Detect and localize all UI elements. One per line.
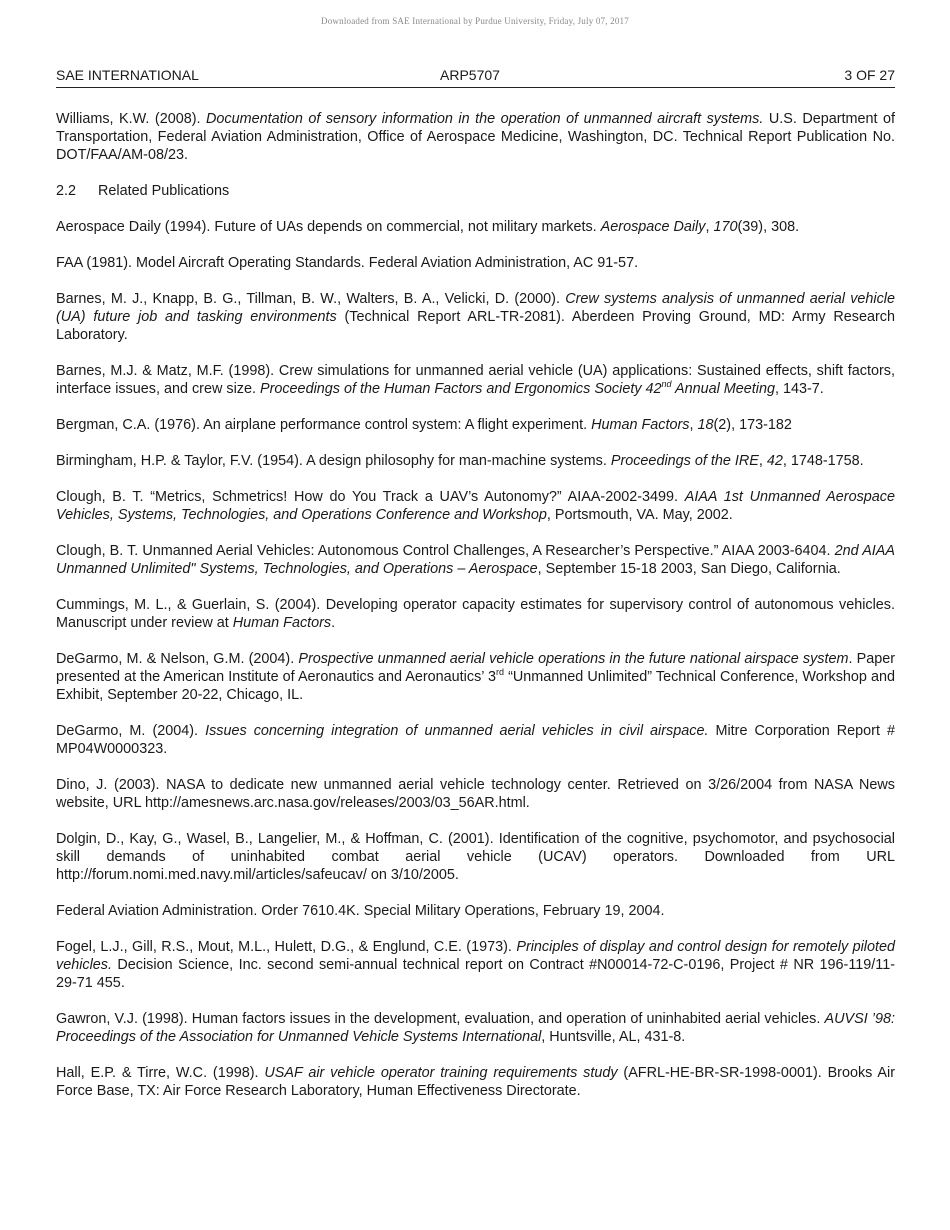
reference-barnes-1998: Barnes, M.J. & Matz, M.F. (1998). Crew simulations for unmanned aerial vehicle (UA) applications: Sustained effects, shift factors, interface issues, and crew size. Proceedings of the Human Factors and Ergonomics Society 42nd Annual Meeting, 143-7. [56,363,895,397]
reference-clough-2003: Clough, B. T. Unmanned Aerial Vehicles: Autonomous Control Challenges, A Researcher’s Perspective.” AIAA 2003-6404. 2nd AIAA Unmanned Unlimited" Systems, Technologies, and Operations – Aerospace, September 15-18 2003, San Diego, California. [56,543,895,577]
section-title: Related Publications [98,183,230,199]
reference-clough-2002: Clough, B. T. “Metrics, Schmetrics! How do You Track a UAV’s Autonomy?” AIAA-2002-3499. AIAA 1st Unmanned Aerospace Vehicles, Systems, Technologies, and Operations Conference and Workshop, Portsmouth, VA. May, 2002. [56,489,895,523]
download-watermark: Downloaded from SAE International by Purdue University, Friday, July 07, 2017 [321,16,629,26]
reference-dino-2003: Dino, J. (2003). NASA to dedicate new unmanned aerial vehicle technology center. Retrieved on 3/26/2004 from NASA News website, URL http://amesnews.arc.nasa.gov/releases/2003/03_56AR.html. [56,777,895,811]
reference-hall-1998: Hall, E.P. & Tirre, W.C. (1998). USAF air vehicle operator training requirements study (AFRL-HE-BR-SR-1998-0001). Brooks Air Force Base, TX: Air Force Research Laboratory, Human Effectiveness Directorate. [56,1065,896,1099]
reference-bergman-1976: Bergman, C.A. (1976). An airplane performance control system: A flight experiment. Human Factors, 18(2), 173-182 [56,417,792,433]
header-document-number: ARP5707 [440,67,500,83]
reference-faa-order-2004: Federal Aviation Administration. Order 7610.4K. Special Military Operations, February 19, 2004. [56,903,665,919]
reference-barnes-2000: Barnes, M. J., Knapp, B. G., Tillman, B. W., Walters, B. A., Velicki, D. (2000). Crew systems analysis of unmanned aerial vehicle (UA) future job and tasking environments (Technical Report ARL-TR-2081). Aberdeen Proving Ground, MD: Army Research Laboratory. [56,291,895,343]
reference-degarmo-nelson-2004: DeGarmo, M. & Nelson, G.M. (2004). Prospective unmanned aerial vehicle operations in the future national airspace system. Paper presented at the American Institute of Aeronautics and Aeronautics’ 3rd “Unmanned Unlimited” Technical Conference, Workshop and Exhibit, September 20-22, Chicago, IL. [56,651,896,703]
reference-faa-1981: FAA (1981). Model Aircraft Operating Standards. Federal Aviation Administration, AC 91-57. [56,255,639,271]
reference-birmingham-1954: Birmingham, H.P. & Taylor, F.V. (1954). A design philosophy for man-machine systems. Proceedings of the IRE, 42, 1748-1758. [56,453,864,469]
section-heading-related-publications [56,182,895,200]
header-organization: SAE INTERNATIONAL [56,67,199,83]
reference-fogel-1973: Fogel, L.J., Gill, R.S., Mout, M.L., Hulett, D.G., & Englund, C.E. (1973). Principles of display and control design for remotely piloted vehicles. Decision Science, Inc. second semi-annual technical report on Contract #N00014-72-C-0196, Project # NR 196-119/11-29-71 455. [56,939,896,991]
section-number: 2.2 [56,183,77,199]
reference-cummings-2004: Cummings, M. L., & Guerlain, S. (2004). Developing operator capacity estimates for supervisory control of autonomous vehicles. Manuscript under review at Human Factors. [56,597,895,631]
page-header [56,67,895,88]
reference-dolgin-2001: Dolgin, D., Kay, G., Wasel, B., Langelier, M., & Hoffman, C. (2001). Identification of the cognitive, psychomotor, and psychosocial skill demands of uninhabited combat aerial vehicle (UCAV) operators. Downloaded from URL http://forum.nomi.med.navy.mil/articles/safeucav/ on 3/10/2005. [56,831,895,883]
reference-aerospace-daily-1994: Aerospace Daily (1994). Future of UAs depends on commercial, not military markets. Aerospace Daily, 170(39), 308. [56,219,800,235]
reference-williams-2008: Williams, K.W. (2008). Documentation of sensory information in the operation of unmanned aircraft systems. U.S. Department of Transportation, Federal Aviation Administration, Office of Aerospace Medicine, Washington, DC. Technical Report Publication No. DOT/FAA/AM-08/23. [56,111,896,163]
reference-degarmo-2004: DeGarmo, M. (2004). Issues concerning integration of unmanned aerial vehicles in civil airspace. Mitre Corporation Report # MP04W0000323. [56,723,895,757]
header-page-number: 3 OF 27 [844,67,895,83]
references-list [56,110,895,1118]
reference-gawron-1998: Gawron, V.J. (1998). Human factors issues in the development, evaluation, and operation of uninhabited aerial vehicles. AUVSI ’98: Proceedings of the Association for Unmanned Vehicle Systems International, Huntsville, AL, 431-8. [56,1011,896,1045]
